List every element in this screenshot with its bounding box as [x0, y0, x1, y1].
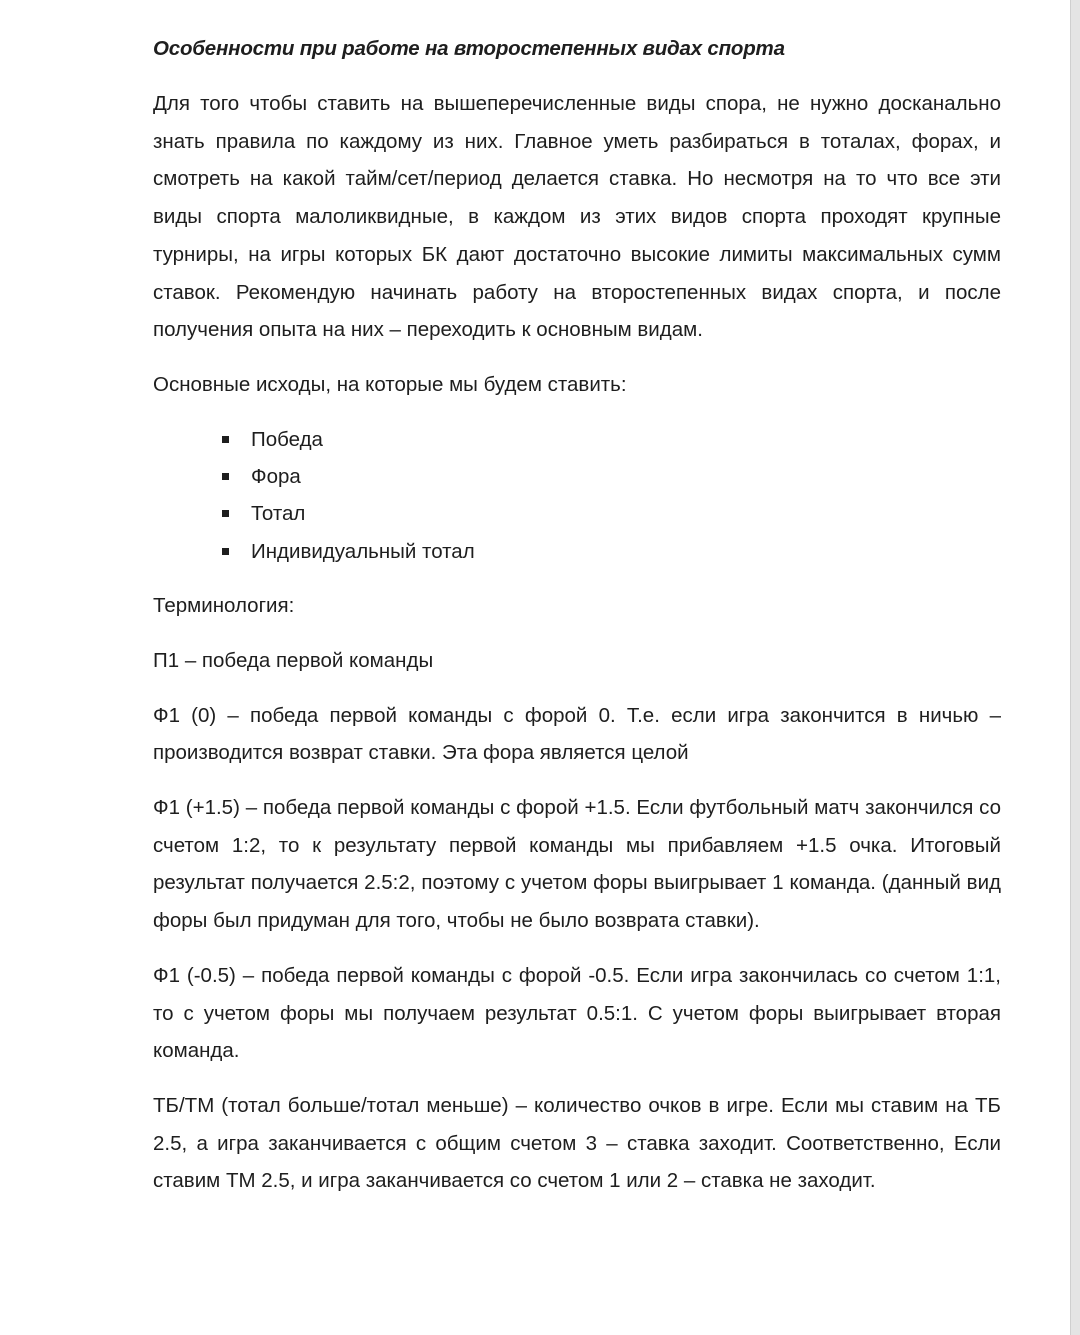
section-title: Особенности при работе на второстепенных видах спорта [153, 37, 785, 60]
term-totals: ТБ/ТМ (тотал больше/тотал меньше) – количество очков в игре. Если мы ставим на ТБ 2.5, а игра заканчивается с общим счетом 3 – ставка заходит. Соответственно, Если ставим ТМ 2.5, и игра заканчивается со счетом 1 или 2 – ставка не заходит. [153, 1093, 1001, 1193]
document-page [153, 34, 1001, 1217]
list-item-label: Индивидуальный тотал [251, 539, 475, 563]
intro-paragraph: Для того чтобы ставить на вышеперечисленные виды спора, не нужно досканально знать правила по каждому из них. Главное уметь разбираться в тоталах, форах, и смотреть на какой тайм/сет/период делается ставка. Но несмотря на то что все эти виды спорта малоликвидные, в каждом из этих видов спорта проходят крупные турниры, на игры которых БК дают достаточно высокие лимиты максимальных сумм ставок. Рекомендую начинать работу на второстепенных видах спорта, и после получения опыта на них – переходить к основным видам. [153, 92, 1001, 342]
term-p1: П1 – победа первой команды [153, 648, 434, 672]
outcomes-list [153, 421, 1001, 571]
term-f1-minus: Ф1 (-0.5) – победа первой команды с форой -0.5. Если игра закончилась со счетом 1:1, то с учетом форы мы получаем результат 0.5:1. С учетом форы выигрывает вторая команда. [153, 963, 1001, 1063]
page-edge [1070, 0, 1080, 1335]
list-item-label: Фора [251, 465, 301, 489]
square-bullet-icon [222, 473, 229, 480]
square-bullet-icon [222, 436, 229, 443]
list-item [218, 458, 1001, 495]
list-item [218, 533, 1001, 570]
outcomes-heading: Основные исходы, на которые мы будем ставить: [153, 372, 627, 396]
list-item-label: Тотал [251, 502, 306, 526]
term-f1-plus: Ф1 (+1.5) – победа первой команды с форой +1.5. Если футбольный матч закончился со счетом 1:2, то к результату первой команды мы прибавляем +1.5 очка. Итоговый результат получается 2.5:2, поэтому с учетом форы выигрывает 1 команда. (данный вид форы был придуман для того, чтобы не было возврата ставки). [153, 796, 1001, 933]
list-item [218, 495, 1001, 532]
terminology-heading: Терминология: [153, 594, 295, 618]
list-item [218, 421, 1001, 458]
list-item-label: Победа [251, 427, 323, 451]
square-bullet-icon [222, 548, 229, 555]
term-f1-zero: Ф1 (0) – победа первой команды с форой 0. Т.е. если игра закончится в ничью – производится возврат ставки. Эта фора является целой [153, 703, 1001, 765]
square-bullet-icon [222, 510, 229, 517]
